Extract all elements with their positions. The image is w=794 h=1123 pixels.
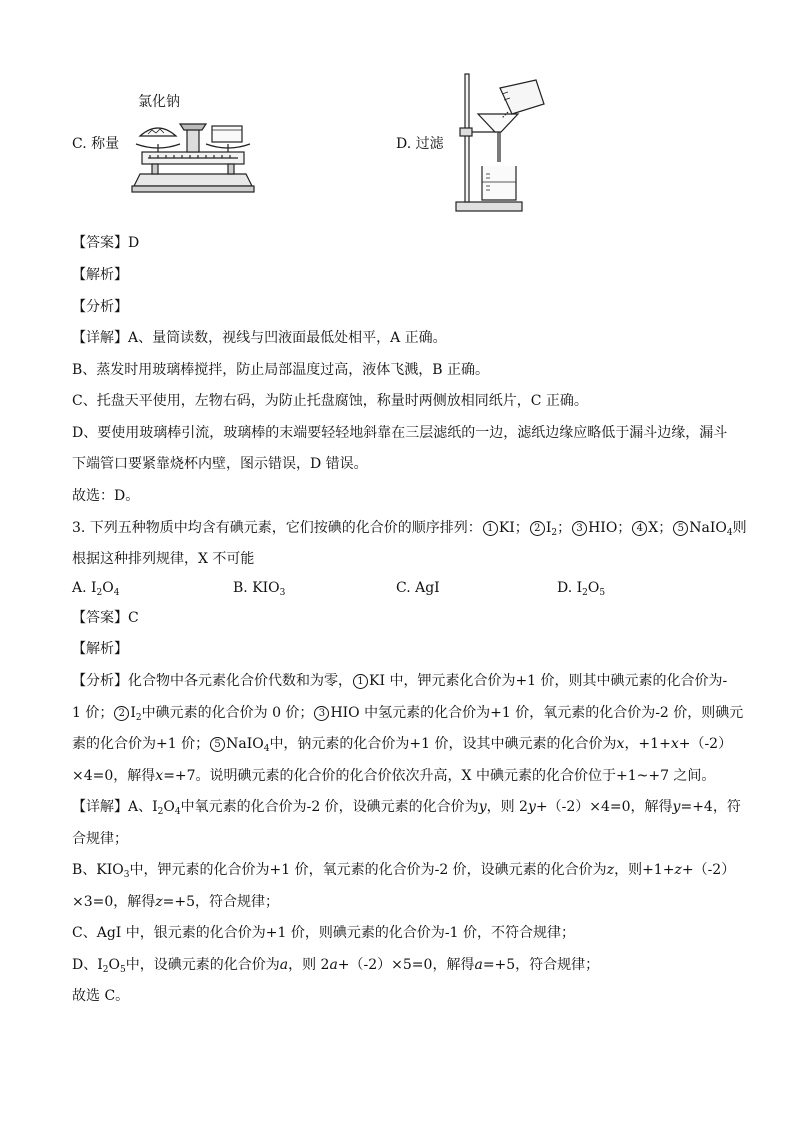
q3-analysis-line1: 【分析】化合物中各元素化合价代数和为零， 1 KI 中，钾元素化合价为+1 价，则其中碘元素的化合价为-: [72, 673, 728, 689]
q3-analysis-line4: ×4=0，解得x=+7。说明碘元素的化合价的化合价依次升高，X 中碘元素的化合价位于+1~+7 之间。: [72, 768, 716, 784]
balance-illustration: [128, 108, 258, 198]
q3-stem-line2: 根据这种排列规律，X 不可能: [72, 551, 255, 567]
figure-d-label: D. 过滤: [396, 136, 444, 152]
q3-detail-d: D、$I_2O_5$中，设碘元素的化合价为a，则 2a+（-2）×5=0，解得a=+5，符合规律；: [72, 957, 600, 975]
q2-detail-b: B、蒸发时用玻璃棒搅拌，防止局部温度过高，液体飞溅，B 正确。: [72, 362, 490, 378]
number-marker: 2: [114, 706, 129, 721]
number-marker: 3: [314, 706, 329, 721]
q2-detail-a: 【详解】A、量筒读数，视线与凹液面最低处相平，A 正确。: [72, 330, 447, 346]
q3-option-a: A. $I_2O_4$: [72, 580, 120, 598]
q3-answer: 【答案】C: [72, 610, 139, 626]
q3-detail-a-line2: 合规律；: [72, 831, 128, 847]
q2-detail-d-line2: 下端管口要紧靠烧杯内壁，图示错误，D 错误。: [72, 456, 368, 472]
q2-choose: 故选：D。: [72, 488, 140, 504]
number-marker: 2: [530, 521, 545, 536]
q2-answer: 【答案】D: [72, 235, 140, 251]
q3-detail-c: C、AgI 中，银元素的化合价为+1 价，则碘元素的化合价为-1 价，不符合规律；: [72, 925, 575, 941]
q3-detail-b-line1: B、$KIO_3$中，钾元素的化合价为+1 价，氧元素的化合价为-2 价，设碘元素的化合价为z，则+1+z+（-2）: [72, 862, 736, 880]
q3-jiexi-heading: 【解析】: [72, 641, 128, 657]
q3-analysis-line2: 1 价； 2 $I_2$中碘元素的化合价为 0 价； 3 HIO 中氢元素的化合价为+1 价，氧元素的化合价为-2 价，则碘元: [72, 705, 744, 723]
q3-option-d: D. $I_2O_5$: [557, 580, 606, 598]
q3-option-c: C. AgI: [396, 580, 440, 596]
figure-c-label: C. 称量: [72, 136, 120, 152]
q3-option-b: B. $KIO_3$: [233, 580, 286, 598]
filtration-illustration: [452, 70, 552, 215]
q2-fenxi-heading: 【分析】: [72, 299, 128, 315]
number-marker: 1: [353, 674, 368, 689]
q3-detail-a-line1: 【详解】A、$I_2O_4$中氧元素的化合价为-2 价，设碘元素的化合价为y，则 2y+（-2）×4=0，解得y=+4，符: [72, 799, 741, 817]
q2-detail-d-line1: D、要使用玻璃棒引流，玻璃棒的末端要轻轻地斜靠在三层滤纸的一边，滤纸边缘应略低于漏斗边缘，漏斗: [72, 425, 728, 441]
q3-stem-line1: 3. 下列五种物质中均含有碘元素，它们按碘的化合价的顺序排列： 1 KI； 2 $I_2$； 3 HIO； 4 X； 5 NaIO$_4$则: [72, 520, 747, 538]
figure-c-caption: 氯化钠: [138, 94, 180, 110]
q3-detail-b-line2: ×3=0，解得z=+5，符合规律；: [72, 894, 280, 910]
q2-detail-c: C、托盘天平使用，左物右码，为防止托盘腐蚀，称量时两侧放相同纸片，C 正确。: [72, 393, 588, 409]
number-marker: 5: [210, 737, 225, 752]
number-marker: 4: [632, 521, 647, 536]
q3-choose: 故选 C。: [72, 988, 130, 1004]
q3-analysis-line3: 素的化合价为+1 价； 5 NaIO$_4$中，钠元素的化合价为+1 价，设其中碘元素的化合价为x，+1+x+（-2）: [72, 736, 733, 754]
number-marker: 5: [673, 521, 688, 536]
q2-jiexi-heading: 【解析】: [72, 267, 128, 283]
q3-stem-text: 3. 下列五种物质中均含有碘元素，它们按碘的化合价的顺序排列：: [72, 520, 482, 536]
number-marker: 1: [483, 521, 498, 536]
number-marker: 3: [572, 521, 587, 536]
